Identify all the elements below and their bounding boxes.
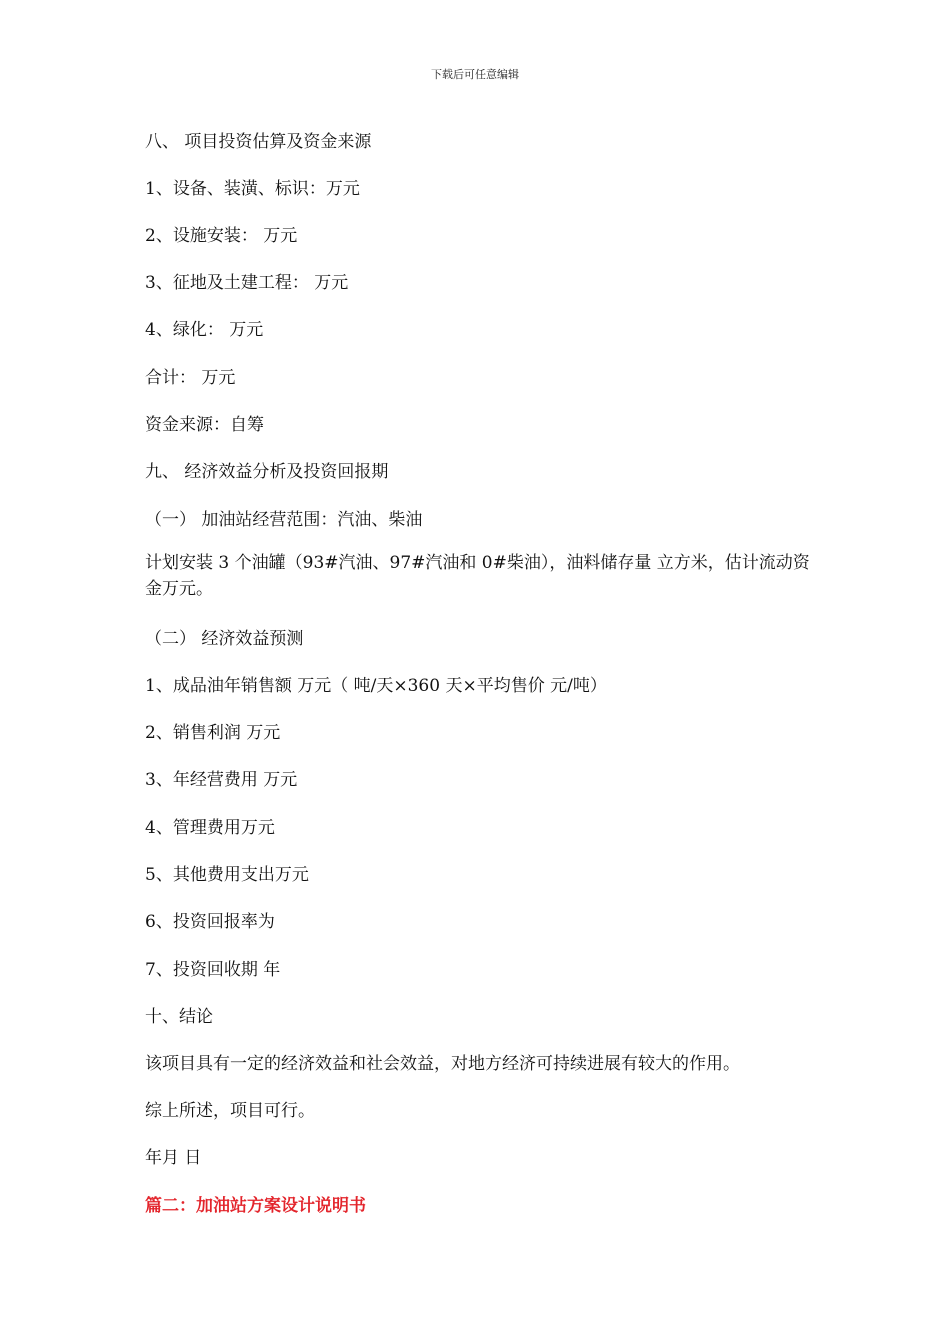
subheading-forecast: （二） 经济效益预测 [145, 629, 304, 649]
item-sales-profit: 2、销售利润 万元 [145, 723, 281, 743]
paragraph-tank-plan: 计划安装 3 个油罐（93#汽油、97#汽油和 0#柴油），油料储存量 立方米，估计流动资金万元。 [145, 553, 810, 599]
item-funding-source: 资金来源：自筹 [145, 415, 264, 435]
item-installation: 2、设施安装： 万元 [145, 226, 298, 246]
heading-economic-analysis: 九、 经济效益分析及投资回报期 [145, 462, 389, 482]
paragraph-feasible: 综上所述，项目可行。 [145, 1101, 315, 1121]
item-total: 合计： 万元 [145, 368, 236, 388]
item-land-construction: 3、征地及土建工程： 万元 [145, 273, 349, 293]
item-other-expenses: 5、其他费用支出万元 [145, 865, 309, 885]
heading-conclusion: 十、结论 [145, 1007, 213, 1027]
heading-investment: 八、 项目投资估算及资金来源 [145, 132, 372, 152]
subheading-business-scope: （一） 加油站经营范围：汽油、柴油 [145, 510, 423, 530]
item-annual-sales: 1、成品油年销售额 万元（ 吨/天×360 天×平均售价 元/吨） [145, 676, 607, 696]
paragraph-conclusion: 该项目具有一定的经济效益和社会效益，对地方经济可持续进展有较大的作用。 [145, 1054, 740, 1074]
item-management-cost: 4、管理费用万元 [145, 818, 275, 838]
date-line: 年月 日 [145, 1148, 202, 1168]
section-title: 篇二：加油站方案设计说明书 [145, 1196, 366, 1216]
item-greening: 4、绿化： 万元 [145, 320, 264, 340]
item-return-rate: 6、投资回报率为 [145, 912, 275, 932]
page-header: 下载后可任意编辑 [431, 68, 519, 81]
item-operating-cost: 3、年经营费用 万元 [145, 770, 298, 790]
item-equipment: 1、设备、装潢、标识：万元 [145, 179, 360, 199]
item-payback-period: 7、投资回收期 年 [145, 960, 281, 980]
